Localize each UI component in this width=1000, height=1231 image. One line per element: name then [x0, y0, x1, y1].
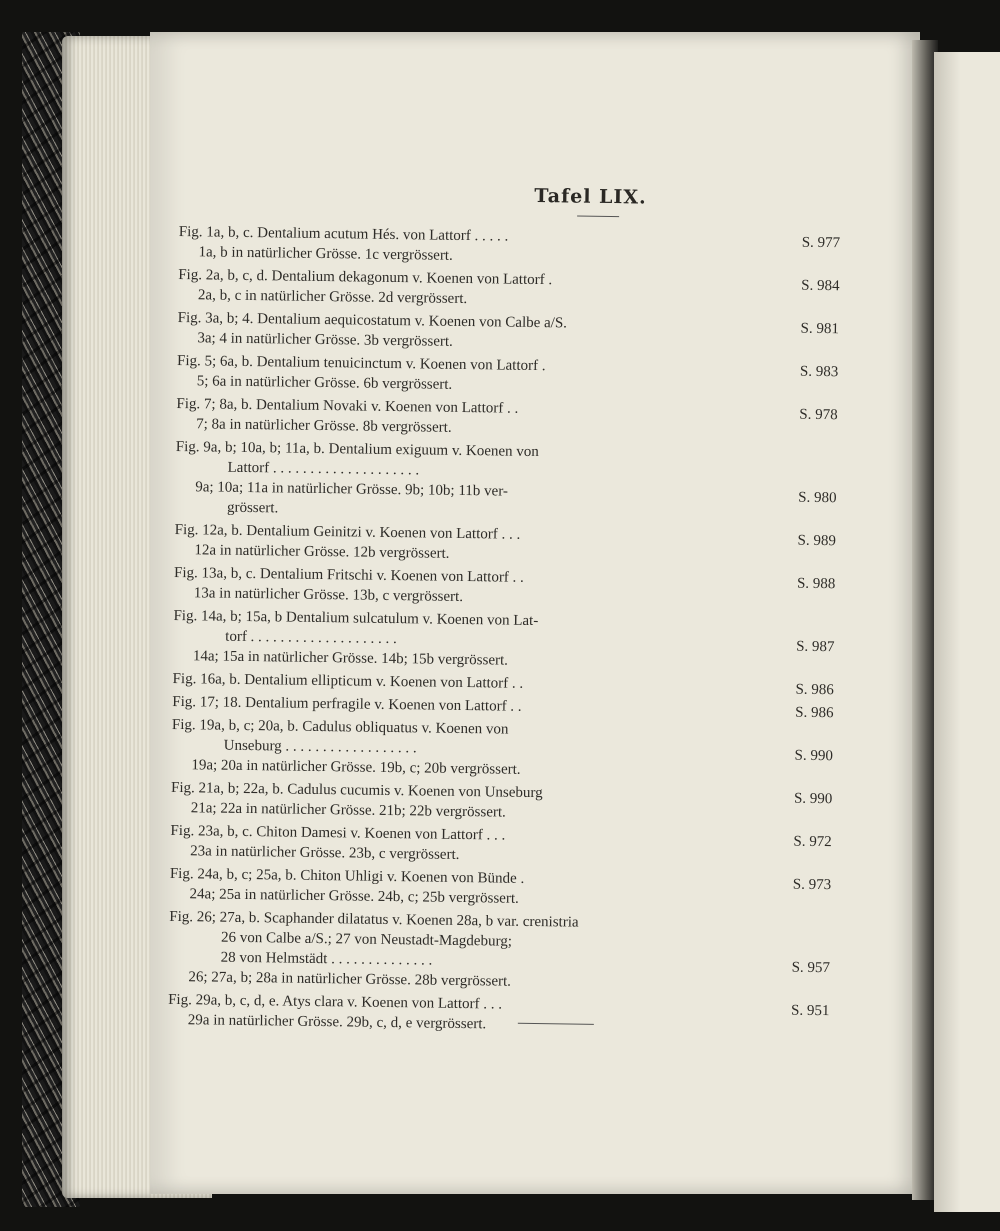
page-reference: S. 989 — [797, 532, 837, 550]
page-reference: S. 981 — [800, 320, 840, 338]
page-reference: S. 987 — [796, 638, 835, 656]
figure-entry — [177, 351, 857, 400]
figure-caption-line: 26; 27a, b; 28a in natürlicher Grösse. 28b vergrössert. — [188, 969, 512, 990]
figure-entry — [173, 606, 854, 675]
page-reference: S. 957 — [791, 959, 831, 977]
page-reference: S. 980 — [798, 489, 837, 507]
figure-entry — [170, 821, 850, 870]
figure-entry — [168, 907, 849, 996]
page-reference: S. 972 — [793, 833, 832, 851]
figure-entry — [168, 990, 848, 1039]
figure-caption: Fig. 23a, b, c. Chiton Damesi v. Koenen von Lattorf . . . — [170, 822, 506, 844]
figure-caption-line: 24a; 25a in natürlicher Grösse. 24b, c; 25b vergrössert. — [189, 886, 519, 907]
figure-entry — [175, 437, 856, 526]
figure-caption-line: 12a in natürlicher Grösse. 12b vergrössert. — [194, 542, 450, 562]
figure-entry — [169, 864, 849, 913]
figure-caption-line: 23a in natürlicher Grösse. 23b, c vergrössert. — [190, 843, 460, 863]
facing-page — [934, 52, 1000, 1212]
figure-entry — [177, 308, 857, 357]
figure-caption: Fig. 19a, b, c; 20a, b. Cadulus obliquatus v. Koenen von — [171, 716, 509, 738]
page-reference: S. 973 — [792, 876, 832, 894]
figure-entry — [171, 715, 852, 784]
figure-caption-line: 3a; 4 in natürlicher Grösse. 3b vergrössert. — [197, 330, 453, 350]
figure-caption: Fig. 26; 27a, b. Scaphander dilatatus v. Koenen 28a, b var. crenistria — [169, 908, 579, 931]
figure-entry — [171, 778, 851, 827]
figure-caption: Fig. 29a, b, c, d, e. Atys clara v. Koenen von Lattorf . . . — [168, 991, 503, 1013]
figure-list — [168, 222, 859, 1042]
page-reference: S. 983 — [799, 363, 839, 381]
figure-caption: Fig. 24a, b, c; 25a, b. Chiton Uhligi v. Koenen von Bünde . — [169, 865, 525, 887]
figure-entry — [176, 394, 856, 443]
figure-entry — [178, 222, 858, 271]
figure-caption: Fig. 1a, b, c. Dentalium acutum Hés. von Lattorf . . . . . — [178, 223, 509, 245]
page-reference: S. 988 — [796, 575, 836, 593]
figure-caption-line: grössert. — [226, 499, 279, 517]
figure-caption-line: 2a, b, c in natürlicher Grösse. 2d vergrössert. — [197, 287, 468, 308]
page-reference: S. 986 — [795, 704, 834, 722]
figure-caption: Fig. 5; 6a, b. Dentalium tenuicinctum v. Koenen von Lattorf . — [176, 352, 546, 375]
figure-caption-line: 14a; 15a in natürlicher Grösse. 14b; 15b vergrössert. — [192, 648, 509, 669]
figure-caption: Fig. 14a, b; 15a, b Dentalium sulcatulum v. Koenen von Lat- — [173, 607, 539, 630]
figure-caption: Fig. 13a, b, c. Dentalium Fritschi v. Koenen von Lattorf . . — [173, 564, 524, 586]
figure-caption: Fig. 16a, b. Dentalium ellipticum v. Koenen von Lattorf . . — [172, 670, 524, 692]
figure-caption: Fig. 12a, b. Dentalium Geinitzi v. Koenen von Lattorf . . . — [174, 521, 521, 543]
figure-caption-line: 29a in natürlicher Grösse. 29b, c, d, e vergrössert. — [187, 1012, 487, 1033]
page-reference: S. 990 — [794, 747, 834, 765]
page-reference: S. 977 — [801, 234, 841, 252]
page-reference: S. 951 — [790, 1002, 830, 1020]
page-reference: S. 978 — [799, 406, 838, 424]
figure-caption: Fig. 7; 8a, b. Dentalium Novaki v. Koenen von Lattorf . . — [176, 395, 519, 417]
figure-caption: Fig. 9a, b; 10a, b; 11a, b. Dentalium exiguum v. Koenen von — [175, 438, 539, 461]
figure-caption: Fig. 21a, b; 22a, b. Cadulus cucumis v. Koenen von Unseburg — [170, 779, 543, 802]
page-reference: S. 990 — [793, 790, 833, 808]
figure-caption: Fig. 17; 18. Dentalium perfragile v. Koenen von Lattorf . . — [172, 693, 522, 715]
figure-entry — [174, 563, 854, 612]
figure-caption-line: Lattorf . . . . . . . . . . . . . . . . . . . . — [227, 459, 420, 479]
figure-caption: Fig. 3a, b; 4. Dentalium aequicostatum v. Koenen von Calbe a/S. — [177, 309, 568, 332]
figure-caption: Fig. 2a, b, c, d. Dentalium dekagonum v. Koenen von Lattorf . — [178, 266, 553, 289]
figure-caption-line: 13a in natürlicher Grösse. 13b, c vergrössert. — [193, 585, 464, 605]
figure-caption-line: 7; 8a in natürlicher Grösse. 8b vergrössert. — [196, 416, 452, 436]
figure-caption-line: torf . . . . . . . . . . . . . . . . . . . . — [225, 628, 397, 648]
page-title: Tafel LIX. — [534, 184, 647, 209]
page-reference: S. 986 — [795, 681, 834, 699]
figure-entry — [174, 520, 854, 569]
figure-caption-line: 19a; 20a in natürlicher Grösse. 19b, c; 20b vergrössert. — [191, 757, 521, 778]
figure-caption-line: Unseburg . . . . . . . . . . . . . . . . . . — [223, 737, 417, 757]
figure-caption-line: 28 von Helmstädt . . . . . . . . . . . . . . — [220, 949, 433, 969]
page-reference: S. 984 — [801, 277, 840, 295]
figure-caption-line: 21a; 22a in natürlicher Grösse. 21b; 22b vergrössert. — [190, 800, 506, 821]
figure-caption-line: 5; 6a in natürlicher Grösse. 6b vergrössert. — [196, 373, 453, 393]
figure-caption-line: 9a; 10a; 11a in natürlicher Grösse. 9b; 10b; 11b ver- — [195, 479, 509, 500]
figure-caption-line: 26 von Calbe a/S.; 27 von Neustadt-Magdeburg; — [220, 929, 513, 950]
figure-entry — [178, 265, 858, 314]
figure-caption-line: 1a, b in natürlicher Grösse. 1c vergrössert. — [198, 244, 453, 264]
